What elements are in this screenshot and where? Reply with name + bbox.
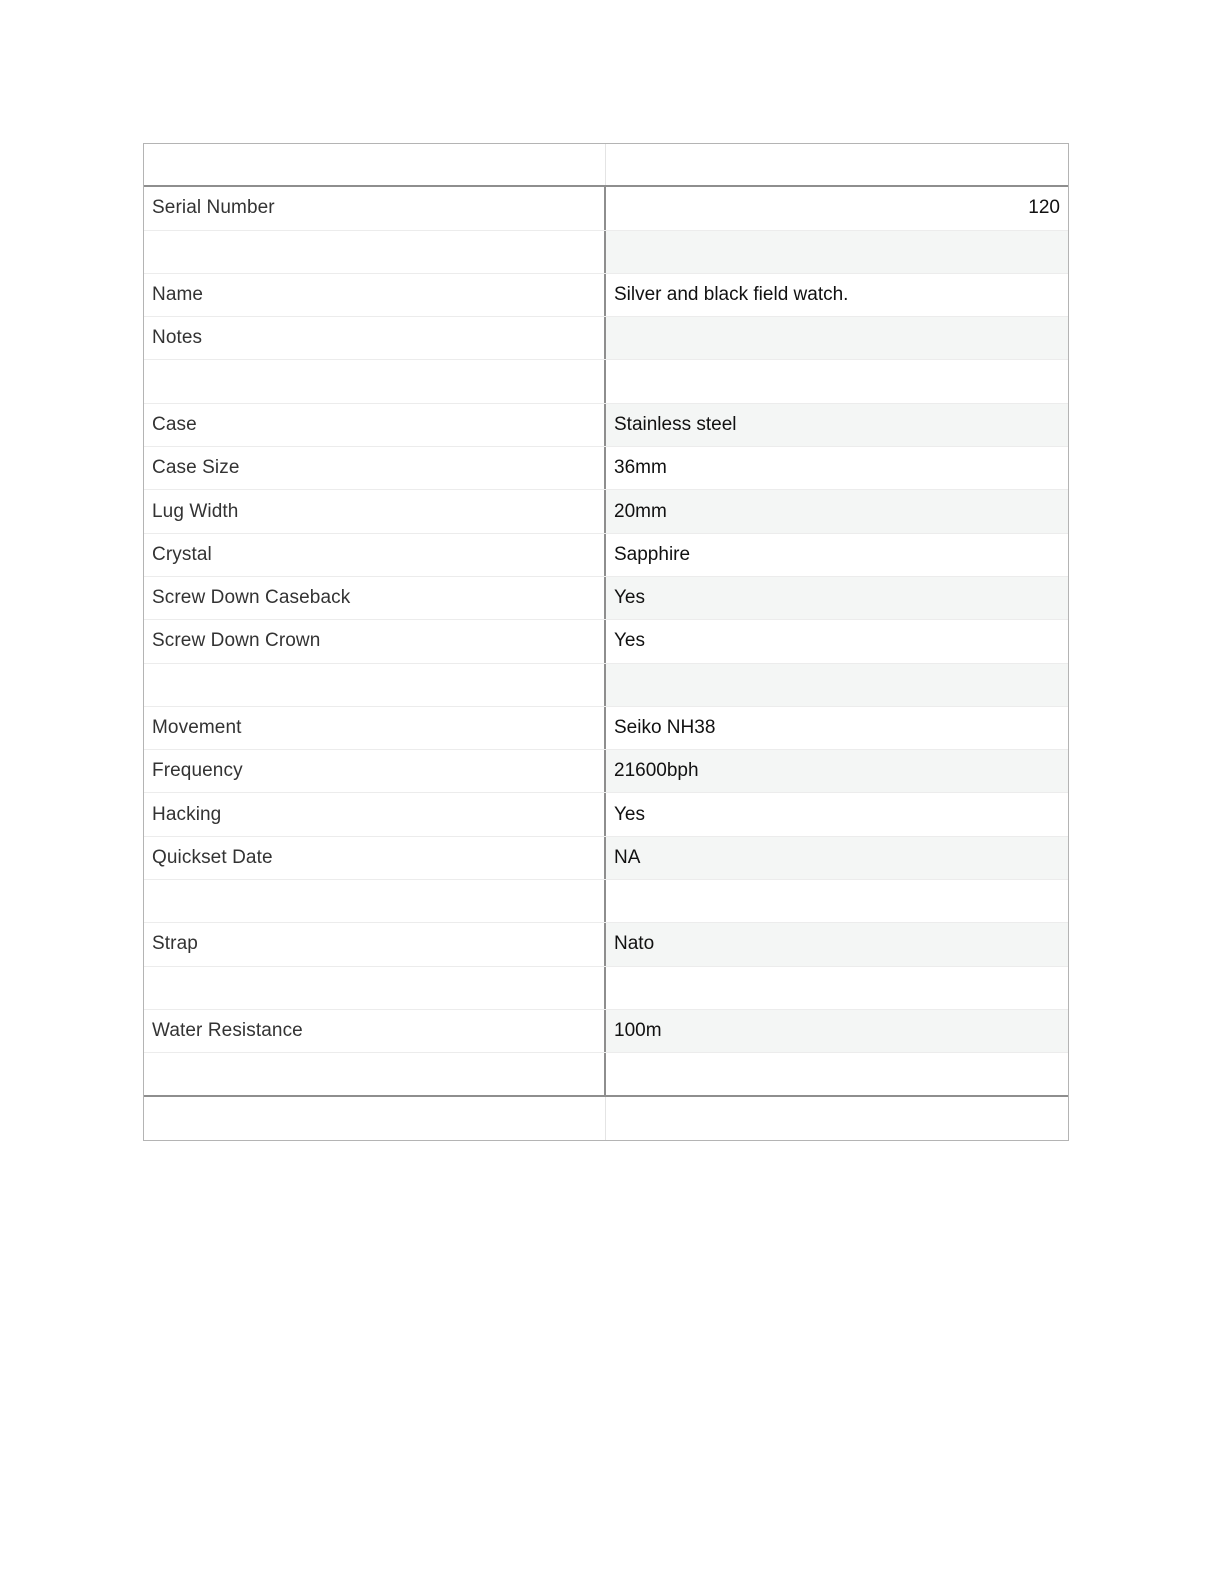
table-row-frequency [144, 750, 1068, 793]
watch-spec-table [143, 143, 1069, 1141]
row-value: Stainless steel [606, 404, 1068, 446]
row-label: Movement [144, 707, 606, 749]
row-label [144, 664, 606, 706]
row-label: Screw Down Caseback [144, 577, 606, 619]
row-value [606, 144, 1068, 185]
table-row-crystal [144, 534, 1068, 577]
row-label [144, 967, 606, 1009]
row-label [144, 231, 606, 273]
table-row-water-resistance [144, 1010, 1068, 1053]
row-label: Lug Width [144, 490, 606, 532]
row-value: 36mm [614, 457, 667, 479]
row-value: Yes [606, 577, 1068, 619]
table-row [144, 664, 1068, 707]
table-row-name [144, 274, 1068, 317]
table-row-serial-number [144, 187, 1068, 230]
table-header-row [144, 144, 1068, 187]
row-label: Strap [144, 923, 606, 965]
table-row [144, 360, 1068, 403]
row-label: Screw Down Crown [144, 620, 606, 662]
table-row-case-size [144, 447, 1068, 490]
row-label: Water Resistance [144, 1010, 606, 1052]
row-value [606, 1053, 1068, 1094]
row-value [606, 1097, 1068, 1140]
row-value: Seiko NH38 [614, 717, 716, 738]
row-value: 100m [606, 1010, 1068, 1052]
row-value [606, 317, 1068, 359]
row-value: Yes [614, 630, 645, 652]
table-row-strap [144, 923, 1068, 966]
table-row [144, 1053, 1068, 1096]
table-row-screw-down-crown [144, 620, 1068, 663]
row-label: Hacking [144, 793, 606, 835]
row-label: Quickset Date [144, 837, 606, 879]
row-value [606, 664, 1068, 706]
table-row-hacking [144, 793, 1068, 836]
table-row-quickset-date [144, 837, 1068, 880]
table-footer-row [144, 1097, 1068, 1140]
row-value [606, 231, 1068, 273]
row-value: 20mm [606, 490, 1068, 532]
row-label: Name [144, 274, 606, 316]
row-label: Crystal [144, 534, 606, 576]
table-row [144, 967, 1068, 1010]
table-row-case [144, 404, 1068, 447]
row-label [144, 1053, 606, 1094]
row-label [144, 360, 606, 402]
row-label: Case [144, 404, 606, 446]
table-row [144, 231, 1068, 274]
table-row [144, 880, 1068, 923]
row-value [606, 880, 1068, 922]
row-value [606, 360, 1068, 402]
row-value: Silver and black field watch. [614, 284, 849, 306]
row-value [606, 967, 1068, 1009]
row-value: Yes [614, 803, 645, 825]
row-label: Notes [144, 317, 606, 359]
row-label [144, 144, 606, 185]
row-label: Serial Number [144, 187, 606, 229]
table-row-notes [144, 317, 1068, 360]
row-label: Case Size [144, 447, 606, 489]
row-value: 120 [1028, 197, 1060, 219]
table-row-movement [144, 707, 1068, 750]
table-row-lug-width [144, 490, 1068, 533]
row-value: NA [606, 837, 1068, 879]
row-value: 21600bph [606, 750, 1068, 792]
row-label [144, 1097, 606, 1140]
row-label [144, 880, 606, 922]
row-value: Sapphire [614, 543, 691, 565]
table-row-screw-down-caseback [144, 577, 1068, 620]
row-value: Nato [606, 923, 1068, 965]
row-label: Frequency [144, 750, 606, 792]
